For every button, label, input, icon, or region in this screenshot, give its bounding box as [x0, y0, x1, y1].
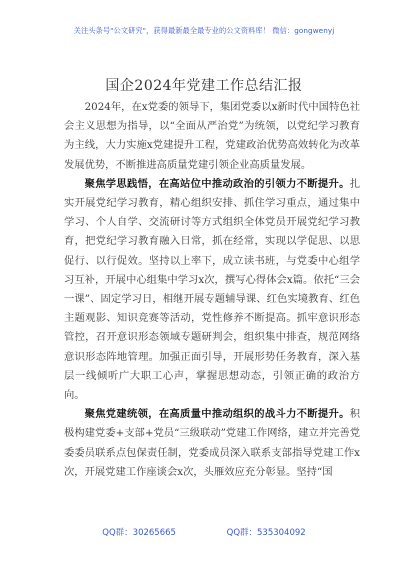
document-title: 国企2024年党建工作总结汇报 — [105, 78, 303, 94]
paragraph-political-guidance-text: 扎实开展党纪学习教育，精心组织安排、抓住学习重点，通过集中学习、个人自学、交流研讨等方式组织全体党员开展党纪学习教育，把党纪学习教育融入日常，抓在经常，实现以学促思、以思促行、以行促效。坚持以上率下，成立读书班，与党委中心组学习互补，开展中心组集中学习x次，撰写心得体会x篇。依托“三会一课”、固定学习日，相继开展专题辅导课、红色实境教育、红色主题观影、知识竞赛等活动，党性修养不断提高。抓牢意识形态管控，召开意识形态领域专题研判会，组织集中排查，规范网络意识形态阵地管理。加强正面引导，开展形势任务教育，深入基层一线倾听广大职工心声，掌握思想动态，引领正确的政治方向。 — [64, 177, 360, 402]
paragraph-organization-text: 积极构建党委+支部+党员“三级联动”党建工作网络，建立并完善党委委员联系点包保责任制，党委成员深入联系支部指导党建工作x次，开展党建工作座谈会x次，头雁效应充分彰显。坚持“国 — [64, 408, 360, 478]
section-heading-political-guidance: 聚焦学思践悟，在高站位中推动政治的引领力不断提升。 — [84, 177, 350, 190]
header-promo-text: 关注头条号"公文研究"，获得最新最全最专业的公文资料库！ 微信：gongwenyj — [73, 26, 335, 35]
paragraph-intro-text: 2024年，在x党委的领导下，集团党委以x新时代中国特色社会主义思想为指导，以“全面从严治党”为统领，以党纪学习教育为主线，大力实施x党建提升工程，党建政治优势高效转化为改革发展优势，不断推进高质量党建引领企业高质量发展。 — [64, 101, 360, 171]
document-body — [64, 98, 360, 482]
footer-qq-group-1: QQ群：30265665 — [102, 528, 176, 538]
paragraph-intro — [64, 98, 360, 175]
footer-qq-group-2: QQ群：535304092 — [226, 528, 306, 538]
section-heading-organization: 聚焦党建统领，在高质量中推动组织的战斗力不断提升。 — [84, 408, 350, 421]
paragraph-organization — [64, 405, 360, 482]
paragraph-political-guidance — [64, 175, 360, 405]
footer-qq-groups — [0, 526, 408, 538]
